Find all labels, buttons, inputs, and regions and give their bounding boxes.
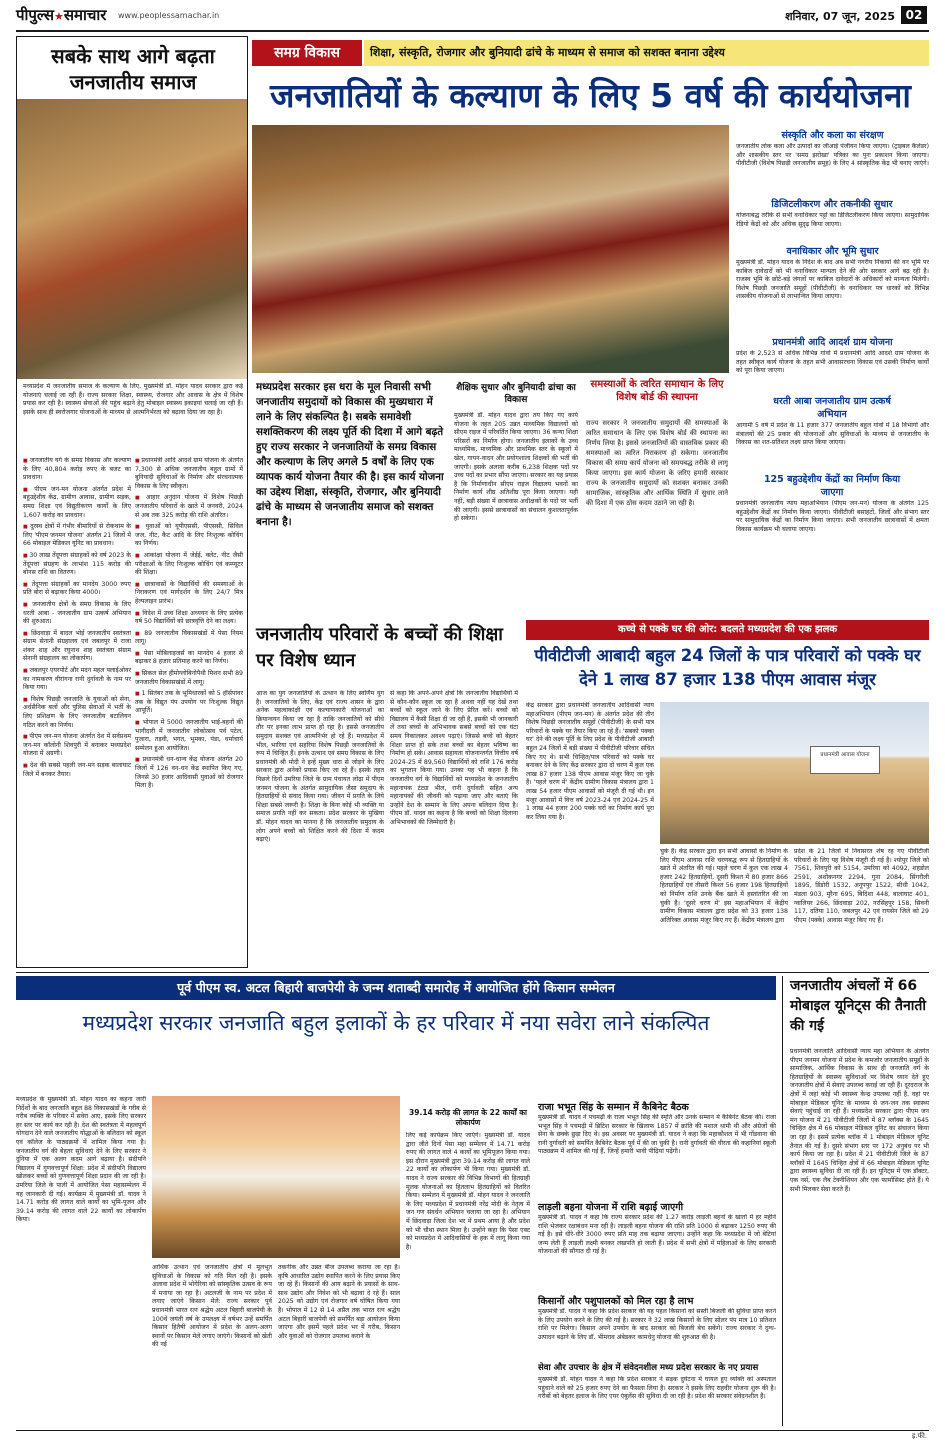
masthead-logo: [16, 5, 106, 25]
section-text: आगामी 5 वर्ष में प्रदेश के 11 हजार 377 जनजातीय बहुल गांवों में 18 विभागों और मंत्रालयों की 25 प्रकार की योजनाओं और सुविधाओं के माध्यम से जनजातीय के विकास का शत-प्रतिशत लक्ष्य प्राप्त किया जाएगा।: [736, 422, 929, 447]
bullet-item: ■ 89 जनजातीय विकासखंडों में पेसा नियम लागू।: [135, 630, 243, 647]
housing-photo: [660, 702, 929, 844]
bullet-item: ■ विशेष पिछड़ी जनजाति के युवाओं को सेना, अर्धसैनिक बलों और पुलिस सेवाओं में भर्ती के लिए प्रशिक्षण के लिए जनजातीय बटालियन गठित करने का निर्णय।: [23, 696, 131, 730]
bullet-item: ■ पीएम जन-मन योजना अंतर्गत देश में सर्वप्रथम जन-मन कॉलोनी शिवपुरी में बनाकर मध्यप्रदेश योजना में अग्रणी।: [23, 733, 131, 759]
board-text: राज्य सरकार ने जनजातीय समुदायों की समस्याओं के त्वरित समाधान के लिए एक विशेष बोर्ड की स्थापना का निर्णय लिया है। इससे जनजातियों की वास्तविक प्रकार की समस्याओं का त्वरित निराकरण हो सकेगा। जनजातीय विकास की समग्र कार्य योजना को समयबद्ध तरीके से लागू किया जाएगा। इस कार्य योजना के जरिए हमारी सरकार राज्य के जनजातीय समुदायों को सशक्त बनाकर उनकी सामाजिक, सांस्कृतिक और आर्थिक स्थिति में सुधार लाने की दिशा में एक ठोस कदम उठाने जा रही है।: [586, 419, 728, 507]
section-text: जनजातीय लोक कला और उत्पादों का जीआई पंजीयन किया जाएगा। (ट्राइबल कैलेंडर) और शासकीय स्तर पर 'समग्र झरोखा' पत्रिका का पुनः प्रकाशन किया जाएगा। पीवीटीजी (विशेष पिछड़ी जनजातीय समूह) के लिए 4 सांस्कृतिक केंद्र भी बनाए जाएंगे।: [736, 143, 929, 168]
bullet-item: ■ आहार अनुदान योजना में विशेष पिछड़ी जनजातीय परिवारों के खाते में जनवरी, 2024 से अब तक 325 करोड़ की राशि अंतरित।: [135, 494, 243, 520]
kisan-col2: आर्थिक उत्थान एवं जनजातीय क्षेत्रों में मूलभूत सुविधाओं के विकास को गति मिल रही है। इसके अलावा प्रदेश में भोगेरिया को सांस्कृतिक उत्सव के रूप में मनाया जा रहा है। अटलजी के नाम पर प्रदेश में लगाए जाएंगे किसान मेले: राज्य सरकार पूर्व प्रधानमंत्री भारत रत्न श्रद्धेय अटल बिहारी बाजपेयी के 100वें जयंती वर्ष के उपलक्ष्य में वर्षभर उन्हें समर्पित किसान हितैषी आयोजन में प्रदेश के अलग-अलग स्थानों पर किसान मेले लगाए जाएंगे। किसानों को खेती की नई: [152, 1264, 272, 1349]
bullet-item: ■ देश की सबसे पहली जन-मन सड़क बालाघाट जिले में बनकर तैयार।: [23, 762, 131, 779]
bullet-item: ■ 1 सितंबर तक के भूमिधारकों को 5 हॉर्सपावर तक के विद्युत पंप उपयोग पर निःशुल्क विद्युत आपूर्ति।: [135, 690, 243, 716]
section-tag: समग्र विकास: [252, 40, 362, 66]
left-bullets-a: [23, 457, 131, 962]
page-number: 02: [901, 6, 927, 24]
board-title: समस्याओं के त्वरित समाधान के लिए विशेष बोर्ड की स्थापना: [590, 379, 724, 403]
bullet-item: ■ पीएम जन-मन योजना अंतर्गत प्रदेश में बहुउद्देशीय केंद्र, ग्रामीण आवास, ग्रामीण सड़क, समग्र शिक्षा एवं विद्युतीकरण कार्यों के लिए 1,607 करोड़ का प्रावधान।: [23, 486, 131, 520]
masthead-url: www.peoplessamachar.in: [118, 11, 220, 20]
children-headline: जनजातीय परिवारों के बच्चों की शिक्षा पर विशेष ध्यान: [256, 624, 503, 671]
housing-col3: प्रदेश के 21 जिलों में निवासरत शेष रह गए पीवीटीजी परिवारों के लिए यह विशेष मंजूरी दी गई है। श्योपुर जिले को 7561, शिवपुरी को 5154, उमरिया को 4092, शहडोल 2591, अशोकनगर 2294, गुना 2084, सिंगरौली 1895, डिंडोरी 1532, अनूपपुर 1522, सीधी 1042, मंडला 903, मुरैना 695, बिदिशा 448, बालाघाट 401, ग्वालियर 266, छिंदवाड़ा 202, नरसिंहपुर 158, सिवनी 117, दतिया 110, जबलपुर 42 एवं रायसेन जिले को 29 पीएम (पक्के) आवास मंजूर किए गए हैं।: [794, 848, 929, 924]
masthead: [0, 0, 945, 32]
logo-star-icon: ★: [54, 10, 64, 23]
laadli-title: लाड़ली बहना योजना में राशि बढ़ाई जाएगी: [538, 1202, 684, 1213]
section-title: संस्कृति और कला का संरक्षण: [781, 130, 884, 141]
left-caption: मध्यप्रदेश में जनजातीय समाज के कल्याण के लिए, मुख्यमंत्री डॉ. मोहन यादव सरकार द्वारा कई योजनाएं चलाई जा रही हैं। राज्य सरकार शिक्षा, स्वास्थ्य, रोजगार और आवास के क्षेत्र में विशेष प्रयास कर रही है। स्वास्थ्य सेवाओं की पहुंच बढ़ाने हेतु मोबाइल स्वास्थ्य इकाइयां चलाई जा रही हैं। इसके साथ ही स्वरोजगार योजनाओं के माध्यम से आत्मनिर्भरता को बढ़ावा दिया जा रहा है।: [23, 383, 243, 416]
laadli-text: मुख्यमंत्री डॉ. यादव ने कहा कि राज्य सरकार प्रदेश की 1.27 करोड़ लाड़ली बहनों के खातों में हर महीने राशि भेजकर रक्षाबंधन मना रही है। लाड़ली बहना योजना की राशि प्रति 1000 से बढ़ाकर 1250 रुपए की गई है। इसे धीरे-धीरे 3000 रुपए प्रति माह तक बढ़ाया जाएगा। उन्होंने कहा कि मध्यप्रदेश में जो बेटियां जन्म लेती हैं लाड़ली लक्ष्मी बनकर लखपति हो जाती हैं। प्रदेश में सभी क्षेत्रों में महिलाओं के लिए सरकारी योजनाओं की सौगात दी गई है।: [538, 1214, 776, 1256]
housing-photo-sign: प्रधानमंत्री आवास योजना: [810, 746, 880, 774]
edu-title: शैक्षिक सुधार और बुनियादी ढांचा का विकास: [456, 383, 576, 405]
kisan-headline: मध्यप्रदेश सरकार जनजाति बहुल इलाकों के हर परिवार में नया सवेरा लाने संकल्पित: [82, 1011, 710, 1035]
left-headline: सबके साथ आगे बढ़ता जनजातीय समाज: [51, 44, 215, 94]
bullet-item: ■ जनजातीय क्षेत्रों के समग्र विकास के लिए धरती आबा - जनजातीय ग्राम उत्कर्ष अभियान की शुरुआत।: [23, 601, 131, 627]
edu-text: मुख्यमंत्री डॉ. मोहन यादव द्वारा तय किए गए कार्य योजना के तहत 205 उन्नत माध्यमिक विद्यालयों को सीएम राइज में परिवर्तित किया जाएगा। 36 कन्या शिक्षा परिसरों का निर्माण होगा। जनजातीय इलाकों के उच्च माध्यमिक, माध्यमिक और प्राथमिक स्तर के स्कूलों में खेल, गायन-वादन और प्रयोगशाला शिक्षकों की भर्ती की जाएगी। इसके अलावा करीब 6,238 शिक्षक पदों पर उच्च पदों का प्रभार सौंपा जाएगा। सरकार का यह प्रयास है कि निर्माणाधीन सीएम राइज विद्यालय भवनों का निर्माण कार्य शीघ्र अतिशीघ्र पूरा किया जाएगा। यही नहीं, बड़ी संख्या में छात्रावास अधीक्षकों के पदों पर भर्ती की जाएगी। इससे छात्रावासों का संचालन कुशलतापूर्वक हो सकेगा।: [454, 412, 578, 523]
left-photo: [17, 99, 247, 379]
bullet-item: ■ प्रधानमंत्री धन-धान्य केंद्र योजना अंतर्गत 20 जिलों में 126 वन-धन केंद्र स्थापित किए गए, जिनसे 30 हजार आदिवासी युवाओं को रोजगार मिला है।: [135, 756, 243, 790]
cabinet-text: मुख्यमंत्री डॉ. यादव ने पचमढ़ी के राजा भभूत सिंह की स्मृति और उनके सम्मान में कैबिनेट बैठक की। राजा भभूत सिंह ने पचमढ़ी में ब्रिटिश सरकार के खिलाफ 1857 में क्रांति की मशाल थामी थी और अंग्रेजों की सेना के छक्के छुड़ा दिए थे। इस अवसर पर मुख्यमंत्री डॉ. यादव ने कहा कि महाकौशल में भी गोंडवाना की रानी दुर्गावती को समर्पित कैबिनेट बैठक पूर्व में की जा चुकी है। रानी दुर्गावती की वीरता की कहानियां स्कूली पाठ्यक्रम में शामिल की गई हैं, जिन्हें हमारी भावी पीढ़ियां पढ़ेंगी।: [538, 1114, 776, 1156]
right-sections: [736, 128, 929, 608]
banner-subtitle: शिक्षा, संस्कृति, रोजगार और बुनियादी ढांचे के माध्यम से समाज को सशक्त बनाना उद्देश्य: [364, 40, 929, 66]
vertical-rule: [782, 976, 783, 1426]
bullet-item: ■ जबलपुर एयरपोर्ट और मदन महल फ्लाईओवर का नामकरण वीरांगना रानी दुर्गावती के नाम पर किया गया।: [23, 667, 131, 693]
section-title: वनाधिकार और भूमि सुधार: [786, 246, 879, 257]
footer-rule: [16, 1430, 929, 1431]
section-title: प्रधानमंत्री आदि आदर्श ग्राम योजना: [772, 337, 893, 348]
bullet-item: ■ आकांक्षा योजना में जेईई, क्लेट, नीट जैसी परीक्षाओं के लिए निःशुल्क कोचिंग एवं कम्प्यूटर की शिक्षा।: [135, 552, 243, 578]
middle-rule: [16, 972, 929, 973]
left-bullets-b: [135, 457, 243, 962]
mobile-units-headline: जनजातीय अंचलों में 66 मोबाइल यूनिट्स की तैनाती की गई: [790, 978, 927, 1034]
bullet-item: ■ दुरस्थ क्षेत्रों में गंभीर बीमारियों से रोकथाम के लिए 'पीएम जनमन योजना' अंतर्गत 21 जिलों में 66 मोबाइल मेडिकल यूनिट का प्रावधान।: [23, 523, 131, 549]
logo-right-text: समाचार: [63, 6, 107, 24]
section-title: 125 बहुउद्देशीय केंद्रों का निर्माण किया जाएगा: [763, 474, 901, 498]
children-col1: आज का युग जनजातियों के उत्थान के लिए स्वर्णिम युग है। जनजातियों के लिए, केंद्र एवं राज्य शासन के द्वारा अनेक महत्वाकांक्षी एवं कल्याणकारी योजनाओं का क्रियान्वयन किया जा रहा है ताकि जनजातियों को सीधे तौर पर इनका लाभ प्राप्त हो रहा है। इससे जनजातीय समुदाय सशक्त एवं आत्मनिर्भर हो रहे हैं। मध्यप्रदेश में भील, भारिया एवं सहरिया विशेष पिछड़ी जनजातियों के रूप में चिन्हित हैं। इनके उत्थान एवं समग्र विकास के लिए प्रधानमंत्री श्री मोदी ने इन्हें मुख्य धारा से जोड़ने के लिए सरकार द्वारा अनेकों प्रयास किए जा रहे हैं। इसके तहत पिछले दिनों उमरिया जिले के ग्राम पंचायत लोढ़ा में पीएम जनमन योजना के अंतर्गत सामुदायिक जैसा समुदाय के हितग्राहियों से संवाद किया गया। जीवन में प्रगति के लिये शिक्षा सबसे जरूरी है। शिक्षा के बिना कोई भी व्यक्ति या समाज प्रगति नहीं कर सकता। प्रदेश सरकार के मुखिया डॉ. मोहन यादव का मानना है कि जनजातीय समुदाय के लोग अपने बच्चों को शिक्षित करने की दिशा में कदम बढ़ाएं।: [256, 690, 384, 844]
bullet-item: ■ प्रधानमंत्री आदि आदर्श ग्राम योजना के अंतर्गत 7,300 से अधिक जनजातीय बहुल ग्रामों में बुनियादी सुविधाओं के निर्माण और संरचनात्मक विकास के लिए स्वीकृत।: [135, 457, 243, 491]
housing-kicker: कच्चे से पक्के घर की ओर: बदलते मध्यप्रदेश की एक झलक: [526, 620, 929, 640]
bullet-item: ■ युवाओं को यूपीएससी, पीएससी, सिविल जज, नीट, कैट आदि के लिए निःशुल्क कोचिंग का निर्णय।: [135, 523, 243, 549]
children-col2: से कहा कि अपने-अपने क्षेत्रों कि जनजातीय विद्यार्थियों में से कौन-कौन स्कूल जा रहा है अथवा नहीं यह देखें तथा बच्चों को स्कूल जाने के लिए प्रेरित करें। बच्चों को विद्यालय में कैसी शिक्षा दी जा रही है, इसकी भी जानकारी लें तथा बच्चों के अभिभावक सबसे बच्चों को एक घंटा समय निकालकर अवश्य पढ़ाएं। जिससे बच्चे को बेहतर शिक्षा प्राप्त हो सके तथा बच्चों का बेहतर भविष्य का निर्माण हो सके। आवास सहायता योजनान्तर्गत वित्तीय वर्ष 2024-25 में 89,560 विद्यार्थियों को राशि 176 करोड़ का भुगतान किया गया। उनका यह भी कहना है कि जनजातीय वर्ग के विद्यार्थियों को मध्यप्रदेश के जनजातीय महानायक टंट्या भील, रानी दुर्गावती सहित अन्य महानायकों की जीवनी को पढ़ाया जाए और बताएं कि उन्होंने देश के सम्मान के लिए अपना बलिदान दिया है। पीएम डॉ. यादव का कहना है कि बच्चों को शिक्षा दिलाना अभिभावकों की जिम्मेदारी है।: [390, 690, 518, 826]
logo-left-text: पीपुल्स: [16, 6, 55, 24]
bullet-item: ■ भोपाल में 5000 जनजातीय भाई-बहनों की भागीदारी में जनजातीय लोकोत्सव पर्व पटेल, पुजारा, तड़वी, भगत, भूमका, पंडा, धर्माचार्य सम्मेलन हुआ आयोजित।: [135, 719, 243, 753]
section-text: मुख्यमंत्री डॉ. मोहन यादव के निर्देश के बाद अब सभी नगरीय निकायों की वन भूमि पर काबिज दावेदारों को भी वनाधिकार मान्यता देने की ओर सरकार आगे बढ़ रही है। राजस्व भूमि के छोटे-बड़े जंगलों पर काबिज दावेदारों के अधिकारों को मान्यता मिलेगी। विशेष पिछड़ी जनजाति समूहों (पीवीटीजी) के वनाधिकार पत्र धारकों को विभिन्न शासकीय योजनाओं से लाभान्वित किया जाएगा।: [736, 259, 929, 301]
section-title: डिजिटलीकरण और तकनीकी सुधार: [771, 199, 893, 210]
kisan-benefit-text: मुख्यमंत्री डॉ. यादव ने कहा कि प्रदेश सरकार की यह पहल किसानों को सस्ती बिजली की सुविधा प्राप्त करने के लिए उपयोग करने के लिए की गई है। सरकार ने 32 लाख किसानों के लिए सोलर पंप मात्र 10 प्रतिशत राशि पर मिलेगा। किसान अपने उपयोग के बाद सरकार को बिजली बेच सकेंगे। राज्य सरकार ने दुग्ध-उत्पादन बढ़ाने के लिए डॉ. भीमराव अंबेडकर कामधेनु योजना की शुरुआत की है।: [538, 1308, 776, 1341]
housing-headline: पीवीटीजी आबादी बहुल 24 जिलों के पात्र परिवारों को पक्के घर देने 1 लाख 87 हजार 138 पीएम आवास मंजूर: [534, 646, 921, 689]
kisan-benefit-title: किसानों और पशुपालकों को मिल रहा है लाभ: [538, 1296, 694, 1307]
housing-col1: केंद्र सरकार द्वारा प्रधानमंत्री जनजातीय आदिवासी न्याय महाअभियान (पीएम जन-मन) के अंतर्गत प्रदेश की तीन विशेष पिछड़ी जनजातीय समूहों (पीवीटीजी) के सभी पात्र परिवारों के पक्के घर तैयार किए जा रहे हैं। 'सबको पक्का घर' देने की लक्ष्य पूर्ति के लिए प्रदेश के पीवीटीजी आबादी बहुल 24 जिलों में बड़ी संख्या में पीवीटीजी परिवार संचित किए गए थे। सभी चिन्हित/पात्र परिवारों को पक्के घर बनाकर देने के लिए केंद्र सरकार द्वारा दो चरण में कुल एक लाख 87 हजार 138 पीएम आवास मंजूर किए जा चुके हैं। 'पहले चरण में' केंद्रीय ग्रामीण विकास मंत्रालय द्वारा 1 लाख 54 हजार पीएम आवासों को मंजूरी दी गई थी। इन मंजूर आवासों में वित्त वर्ष 2023-24 एवं 2024-25 में 1 लाख 44 हजार 200 पक्के घरों का निर्माण कार्य पूरा कर लिया गया है।: [526, 702, 654, 821]
left-feature-box: [16, 36, 248, 968]
bullet-item: ■ छिंदवाड़ा में बादल भोई जनजातीय स्वतंत्रता संग्राम सेनानी संग्रहालय एवं जबलपुर में राजा शंकर शाह और रघुनाथ शाह स्वतंत्रता संग्राम सेनानी संग्रहालय का लोकार्पण।: [23, 630, 131, 664]
bullet-item: ■ छात्रावासों के विद्यार्थियों की समस्याओं के निराकरण एवं मार्गदर्शन के लिए 24/7 मित्र हेल्पलाइन प्रारंभ।: [135, 581, 243, 607]
section-title: धरती आबा जनजातीय ग्राम उत्कर्ष अभियान: [773, 396, 891, 420]
kisan-col4: लिए कई कार्यक्रम किए जाएंगे। मुख्यमंत्री डॉ. यादव द्वारा जीते दिनों पेसा महा सम्मेलन में 14.71 करोड़ रुपए की लागत वाले 4 कार्यों का भूमिपूजन किया गया। इस दौरान मुख्यमंत्री द्वारा 39.14 करोड़ की लागत वाले 22 कार्यों का लोकार्पण भी किया गया। मुख्यमंत्री डॉ. यादव ने राज्य सरकार की विभिन्न विभागों की हितग्राही मूलक योजनाओं का हितलाभ हितग्राहियों को वितरित किया। सम्मेलन में मुख्यमंत्री डॉ. मोहन यादव ने जनजाति के लिए मध्यप्रदेश में प्रधानमंत्री नरेंद्र मोदी के नेतृत्व में जन गण संवर्धन अभियान चलाया जा रहा है। अभियान में छिंदवाड़ा जिला देश भर में प्रथम आया है और प्रदेश को भी चौथा स्थान मिला है। उन्होंने कहा कि पेसा एक्ट को मध्यप्रदेश में आदिवासियों के हक में लागू किया गया है।: [406, 1132, 530, 1251]
bullet-item: ■ पेसा मोबिलाइजर्स का मानदेय 4 हजार से बढ़ाकर 8 हजार प्रतिमाह करने का निर्णय।: [135, 650, 243, 667]
seva-title: सेवा और उपचार के क्षेत्र में संवेदनशील मध्य प्रदेश सरकार के नए प्रयास: [538, 1363, 759, 1373]
bullet-item: ■ तेंदूपत्ता संग्राहकों का मानदेय 3000 रुपए प्रति बोरा से बढ़ाकर किया 4000।: [23, 581, 131, 598]
mobile-units-text: प्रधानमंत्री जनजाति आदिवासी न्याय महा अभियान के अंतर्गत पीएम जनमन योजना में प्रदेश के कमजोर जनजातीय समूहों के सामाजिक, आर्थिक विकास के साथ ही जनजाति वर्ग के हितग्राहियों के स्वास्थ्य सुविधाओं पर विशेष ध्यान देते हुए जनजातीय क्षेत्रों में सेवाएं उपलब्ध कराई जा रही हैं। दूरदराज के क्षेत्रों में जहां कोई भी स्वास्थ्य केन्द्र उपलब्ध नहीं है, वहां पर मोबाइल मेडिकल यूनिट के माध्यम से जन-जन तक स्वास्थ्य सेवाएं पहुंचाई जा रही हैं। मध्यप्रदेश सरकार द्वारा पीएम जन मन योजना में 21 पीवीटीजी जिलों में 87 ब्लॉक्स के 1645 चिन्हित क्षेत्र में 66 मोबाइल मेडिकल यूनिट का संचालन किया जा रहा है। इसमें प्रत्येक ब्लॉक में 1 मोबाइल मेडिकल यूनिट तैनात की गई है। दूसरे संभाग स्तर पर 172 अनुबंध पर भी कार्य किया जा रहा है। प्रदेश में 21 पीवीटीजी जिले के 87 ब्लॉकों में 1645 चिन्हित क्षेत्रों में 66 मोबाइल मेडिकल यूनिट द्वारा स्वास्थ्य सुविधा दी जा रही हैं। इन यूनिट्स में एक डॉक्टर, एक नर्स, एक लैब टेक्नीशियन और एक फार्मासिस्ट होते हैं। ये सभी मिलकर सेवा करते हैं।: [790, 1048, 929, 1193]
main-headline: जनजातियों के कल्याण के लिए 5 वर्ष की कार्ययोजना: [270, 76, 911, 115]
kisan-col4-title: 39.14 करोड़ की लागत के 22 कार्यों का लोकार्पण: [409, 1108, 527, 1127]
masthead-rule: [16, 30, 929, 32]
bullet-item: ■ 30 लाख तेंदूपत्ता संग्राहकों को वर्ष 2023 के तेंदूपत्ता संग्रहण के लाभांश 115 करोड़ की बोनस राशि का वितरण।: [23, 552, 131, 578]
seva-text: मुख्यमंत्री डॉ. मोहन यादव ने कहा कि प्रदेश सरकार ने सड़क दुर्घटना में घायल हुए व्यक्ति को अस्पताल पहुंचाने वाले को 25 हजार रुपए देने का फैसला लिया है। सरकार ने इसके लिए राहवीर योजना शुरू की है। गरीबों को बेहतर इलाज के लिए एयर एंबुलेंस की सुविधा दी जा रही है। प्रदेश की सरकार संवेदनशील है।: [538, 1376, 776, 1401]
kisan-col3: तकनीक और उन्नत बीज उपलब्ध कराया जा रहा है। कृषि आधारित उद्योग स्थापित करने के लिए प्रयास किए जा रहे हैं। किसानों की आय बढ़ाने के प्रयासों के साथ-साथ उद्योग और निवेश को भी बढ़ावा दे रहे हैं। साल 2025 को उद्योग एवं रोजगार वर्ष घोषित किया गया है। भोपाल में 12 से 14 अप्रैल तक भारत रत्न श्रद्धेय अटल बिहारी बाजपेयी को समर्पित बड़ा आयोजन किया जाएगा और इसमें पहले प्रदेश भर में गरीब, किसान और युवाओं को रोजगार उपलब्ध कराने के: [278, 1264, 400, 1340]
housing-col2: चुके हैं। केंद्र सरकार द्वारा इन सभी आवासों के निर्माण के लिए पीएम आवास राशि चरणबद्ध रूप से हितग्राहियों के खाते में अंतरित की गई। पहले चरण में कुल एक लाख 4 हजार 242 हितग्राहियों, दूसरी किश्त में 80 हजार 866 हितग्राहियों एवं तीसरी किश्त 56 हजार 198 हितग्राहियों को निर्माण राशि उनके बैंक खाते में हस्तांतरित की जा चुकी है। 'दूसरे चरण में' इस महाअभियान में केंद्रीय ग्रामीण विकास मंत्रालय द्वारा प्रदेश को 33 हजार 138 अतिरिक्त आवास मंजूर किए गए हैं। केंद्रीय मंत्रालय द्वारा: [660, 848, 788, 924]
lead-paragraph: मध्यप्रदेश सरकार इस धरा के मूल निवासी सभी जनजातीय समुदायों को विकास की मुख्यधारा में लाने के लिए संकल्पित है। सबके समावेशी सशक्तिकरण की लक्ष्य पूर्ति की दिशा में आगे बढ़ते हुए राज्य सरकार ने जनजातियों के समग्र विकास और कल्याण के लिए अगले 5 वर्षों के लिए एक व्यापक कार्य योजना तैयार की है। इस कार्य योजना का उद्देश्य शिक्षा, संस्कृति, रोजगार, और बुनियादी ढांचे के माध्यम से जनजातीय समाज को सशक्त बनाना है।: [256, 381, 444, 528]
bullet-item: ■ जनजातीय वर्ग के समग्र विकास और कल्याण के लिए 40,804 करोड़ रुपए के बजट का प्रावधान।: [23, 457, 131, 483]
bullet-item: ■ सिकल सेल हीमोग्लोबिनोपैथी मिशन सभी 89 जनजातीय विकासखंडों में लागू।: [135, 670, 243, 687]
section-text: प्रधानमंत्री जनजातीय न्याय महाअभियान (पीएम जन-मन) योजना के अंतर्गत 125 बहुउद्देशीय केंद्रों का निर्माण किया जाएगा। पीवीटीजी बसाहटों, जिलों और संभाग स्तर पर सामुदायिक केंद्रों का निर्माण किया जाएगा। सभी जनजातीय छात्रावासों में क्षमता विकास कार्यक्रम भी चलाया जाएगा।: [736, 500, 929, 533]
section-text: प्रदेश के 2,523 से अधिक विभिन्न गांवों में प्रधानमंत्री आदि आदर्श ग्राम योजना के तहत स्वीकृत कार्य योजना के तहत सभी आवासरचना विकास एवं उसकी निर्माण कार्यों को पूरा किया जाएगा।: [736, 350, 929, 375]
masthead-date: शनिवार, 07 जून, 2025: [785, 10, 895, 23]
kisan-photo: [152, 1096, 400, 1258]
main-photo: [252, 125, 729, 373]
section-text: योजनाबद्ध तरीके से सभी वनाधिकार पट्टों का डिजिटलीकरण किया जाएगा। सामुदायिक रेडियो केंद्रों को और अधिक सुदृढ़ किया जाएगा।: [736, 212, 929, 228]
cabinet-title: राजा भभूत सिंह के सम्मान में कैबिनेट बैठक: [538, 1102, 689, 1113]
bullet-item: ■ विदेश में उच्च शिक्षा अध्ययन के लिए प्रत्येक वर्ष 50 विद्यार्थियों को छात्रवृत्ति देने का लक्ष्य।: [135, 610, 243, 627]
footer-right: इ.फी.: [911, 1432, 927, 1440]
kisan-col1: मध्यप्रदेश के मुख्यमंत्री डॉ. मोहन यादव का कहना जारी निर्देशों के बाद जनजाति बहुल 88 विकासखंडों के गरीब से गरीब व्यक्ति के परिवार में सवेरा आए, इसके लिए सरकार हर स्तर पर कार्य कर रही है। देश की स्वतंत्रता में महत्वपूर्ण योगदान देने वाले जनजातीय योद्धाओं के बलिदान को स्कूल एवं कॉलेज के पाठ्यक्रमों में शामिल किया गया है। जनजातीय वर्ग की बेहतर सुविधाएं देने के लिए सरकार ने दुनिया में एक अलग कदम आगे बढ़ाया है। संदीपनि विद्यालय में गुणवत्तापूर्ण शिक्षा: प्रदेश में संदीपनि विद्यालय खोलकर बच्चों को गुणवत्तापूर्ण शिक्षा प्रदान की जा रही है। उमरिया जिले के पाली में आयोजित पेसा महासम्मेलन में यह जानकारी दी गई। कार्यक्रम में मुख्यमंत्री डॉ. यादव ने 14.71 करोड़ की लागत वाले कार्यों का भूमि-पूजन और 39.14 करोड़ की लागत वाले 22 कार्यों का लोकार्पण किया।: [16, 1096, 146, 1224]
kisan-kicker: पूर्व पीएम स्व. अटल बिहारी बाजपेयी के जन्म शताब्दी समारोह में आयोजित होंगे किसान सम्मेलन: [16, 976, 776, 1000]
